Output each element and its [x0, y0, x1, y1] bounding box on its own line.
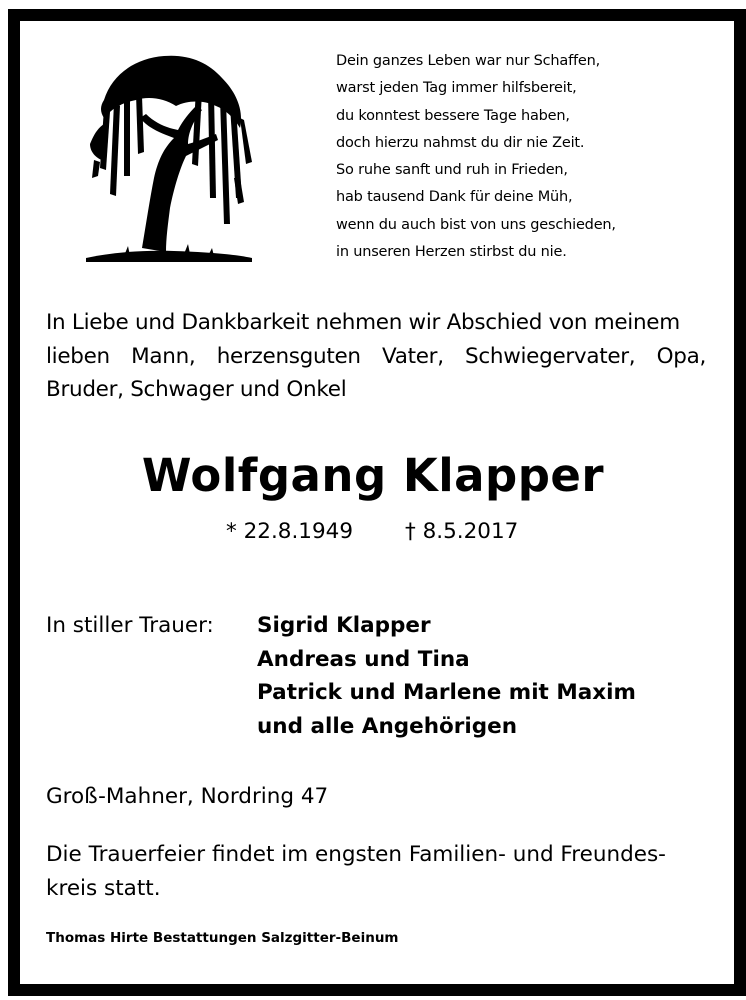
mourner-name: Andreas und Tina: [257, 646, 470, 672]
farewell-intro: [46, 306, 706, 407]
address: Groß-Mahner, Nordring 47: [46, 784, 329, 809]
poem-line: du konntest bessere Tage haben,: [336, 107, 570, 124]
mourners-list: [257, 609, 636, 743]
poem-line: So ruhe sanft und ruh in Frieden,: [336, 162, 568, 179]
birth-date: * 22.8.1949: [226, 519, 354, 544]
intro-line: Bruder, Schwager und Onkel: [46, 377, 347, 402]
funeral-line: Die Trauerfeier findet im engsten Familien- und Freundes-: [46, 842, 666, 867]
mourner-name: Sigrid Klapper: [257, 613, 431, 638]
memorial-poem: [336, 48, 676, 266]
mourner-name: und alle Angehörigen: [257, 713, 518, 739]
intro-word: Opa,: [656, 343, 706, 369]
death-date: † 8.5.2017: [405, 519, 519, 544]
intro-word: Schwiegervater,: [465, 343, 636, 369]
intro-line: In Liebe und Dankbarkeit nehmen wir Abschied von meinem: [46, 310, 680, 335]
mourning-label: In stiller Trauer:: [46, 613, 214, 638]
intro-word: lieben: [46, 343, 110, 369]
intro-line-justified: [46, 340, 706, 374]
weeping-willow-icon: [84, 48, 254, 262]
intro-word: Vater,: [382, 343, 444, 369]
undertaker-credit: Thomas Hirte Bestattungen Salzgitter-Beinum: [46, 930, 399, 946]
poem-line: wenn du auch bist von uns geschieden,: [336, 216, 616, 233]
poem-line: hab tausend Dank für deine Müh,: [336, 189, 573, 206]
poem-line: Dein ganzes Leben war nur Schaffen,: [336, 53, 601, 69]
poem-line: warst jeden Tag immer hilfsbereit,: [336, 80, 577, 97]
intro-word: herzensguten: [216, 343, 361, 369]
deceased-name: Wolfgang Klapper: [141, 449, 605, 502]
funeral-line: kreis statt.: [46, 875, 161, 901]
poem-line: doch hierzu nahmst du dir nie Zeit.: [336, 134, 585, 151]
mourner-name: Patrick und Marlene mit Maxim: [257, 680, 636, 705]
poem-line: in unseren Herzen stirbst du nie.: [336, 244, 567, 261]
funeral-notice: [46, 838, 706, 905]
intro-word: Mann,: [131, 343, 196, 369]
